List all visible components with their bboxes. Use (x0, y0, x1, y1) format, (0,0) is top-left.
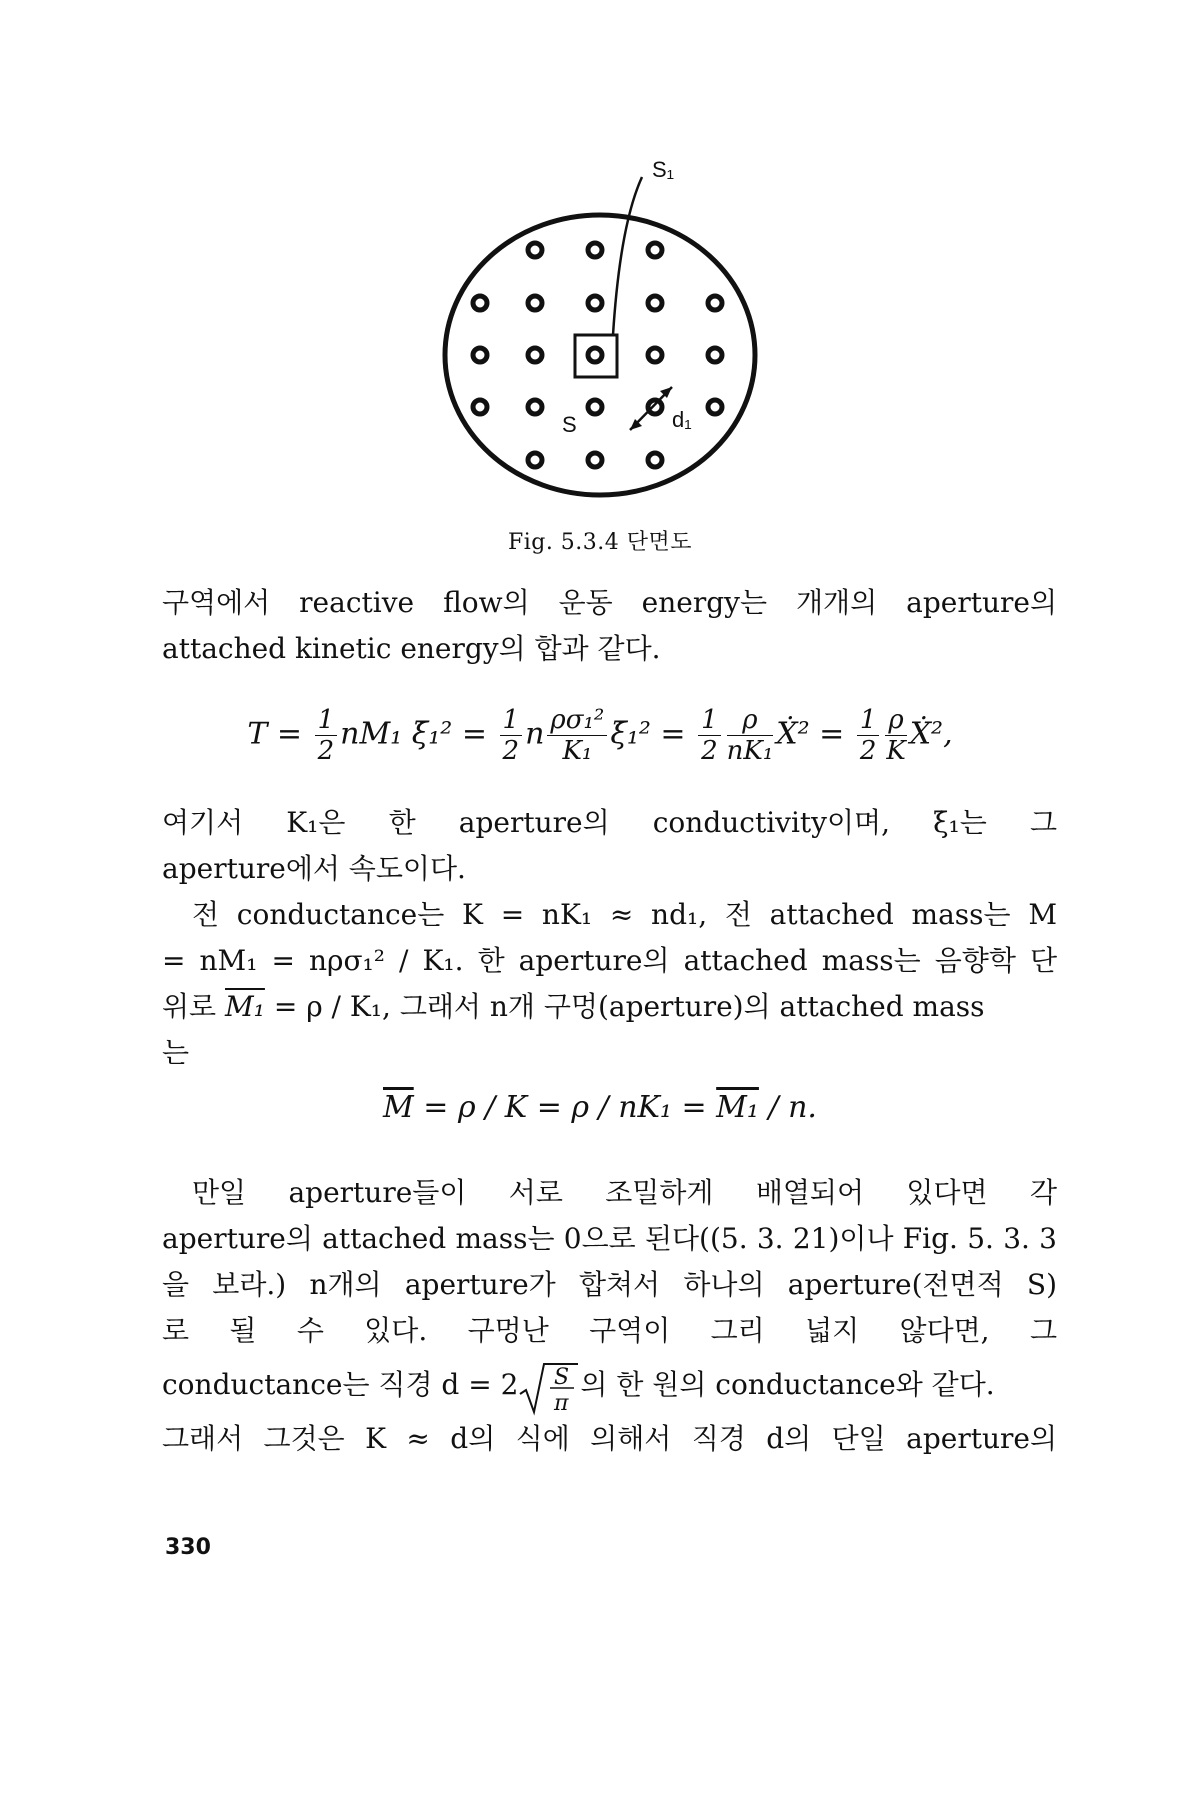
cross-section-figure (420, 155, 780, 545)
text-span: = ρ / K₁, 그래서 n개 구멍(aperture)의 attached mass (273, 990, 985, 1023)
eq-term: nM₁ ξ̇₁² = (340, 716, 487, 752)
svg-text:π: π (554, 1391, 569, 1416)
equation-kinetic-energy (0, 705, 1200, 766)
text-line: 여기서 K₁은 한 aperture의 conductivity이며, ξ̇₁는 그 (162, 806, 1057, 839)
fraction: $\frac{1}{2}$ (500, 705, 523, 766)
label-s: S (562, 412, 577, 437)
svg-text:S: S (554, 1365, 570, 1390)
text-line: attached kinetic energy의 합과 같다. (162, 632, 661, 665)
equation-attached-mass (0, 1090, 1200, 1125)
eq-term: Ẋ² = (776, 716, 845, 752)
paragraph-2 (162, 800, 1057, 1076)
text-line: 로 될 수 있다. 구멍난 구역이 그리 넓지 않다면, 그 (162, 1314, 1057, 1347)
eq-term: ξ̇₁² = (610, 716, 686, 752)
eq-term: n (525, 716, 545, 752)
overline-symbol: M₁ (716, 1090, 759, 1125)
text-line: 구역에서 reactive flow의 운동 energy는 개개의 aperture의 (162, 586, 1057, 619)
eq-term: / n. (768, 1090, 817, 1125)
text-line (162, 1354, 1057, 1416)
text-span: conductance는 직경 d = 2 (162, 1368, 519, 1401)
label-s1: S₁ (652, 157, 675, 182)
fraction: $\frac{\text{ρσ₁²}}{\text{K₁}}$ (547, 705, 607, 766)
aperture-holes (473, 243, 722, 467)
text-line: 그래서 그것은 K ≈ d의 식에 의해서 직경 d의 단일 aperture의 (162, 1422, 1057, 1455)
leader-line-s1 (613, 177, 642, 335)
text-line: 을 보라.) n개의 aperture가 합쳐서 하나의 aperture(전면적 S) (162, 1268, 1057, 1301)
text-line: aperture에서 속도이다. (162, 852, 466, 885)
eq-term: Ẋ², (909, 716, 953, 752)
text-line: 전 conductance는 K = nK₁ ≈ nd₁, 전 attached mass는 M (192, 898, 1057, 931)
sqrt-expression (518, 1356, 580, 1418)
overline-symbol: $\overline{M}$ (383, 1090, 414, 1125)
text-line: 는 (162, 1036, 190, 1069)
text-span: 의 한 원의 conductance와 같다. (580, 1368, 995, 1401)
eq-term: = ρ / K = ρ / nK₁ = (423, 1090, 707, 1125)
overline-symbol: M₁ (225, 990, 265, 1023)
eq-term: T = (247, 716, 303, 752)
label-d1: d₁ (672, 407, 692, 432)
text-line: = nM₁ = nρσ₁² / K₁. 한 aperture의 attached mass는 음향학 단 (162, 944, 1057, 977)
paragraph-3 (162, 1170, 1057, 1462)
fraction: $\frac{1}{2}$ (315, 705, 338, 766)
page-number: 330 (165, 1535, 211, 1560)
text-line (162, 984, 1057, 1030)
text-line: aperture의 attached mass는 0으로 된다((5. 3. 21)이나 Fig. 5. 3. 3 (162, 1222, 1057, 1255)
text-span: 위로 (162, 990, 217, 1023)
fraction: $\frac{\rho}{\text{nK₁}}$ (726, 705, 774, 766)
fraction: $\frac{1}{2}$ (857, 705, 880, 766)
text-line: 만일 aperture들이 서로 조밀하게 배열되어 있다면 각 (192, 1176, 1057, 1209)
unit-cell-square (575, 335, 617, 377)
fraction: $\frac{1}{2}$ (698, 705, 721, 766)
aperture-diagram (420, 155, 780, 545)
figure-caption: Fig. 5.3.4 단면도 (507, 530, 693, 555)
fraction: $\frac{\rho}{K}$ (886, 705, 906, 766)
paragraph-1 (162, 580, 1057, 672)
